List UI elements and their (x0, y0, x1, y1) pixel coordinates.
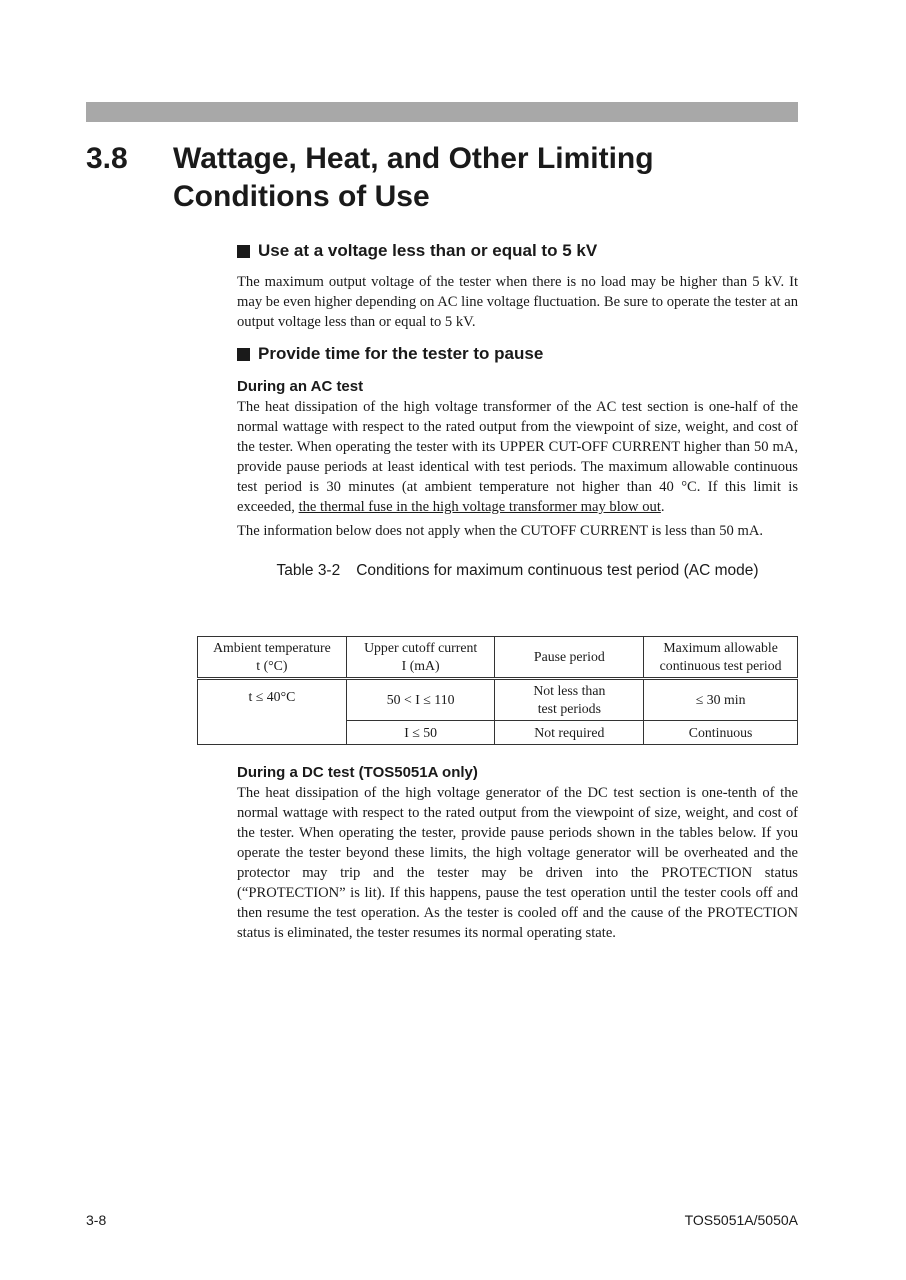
pause-heading (237, 343, 798, 365)
dc-test-heading: During a DC test (TOS5051A only) (237, 764, 478, 781)
square-bullet-icon (237, 348, 250, 361)
ac-test-paragraph (237, 397, 798, 517)
table-caption (237, 560, 798, 582)
table-row (198, 679, 798, 721)
header-pause-period: Pause period (495, 637, 644, 679)
cell-pause: Not less than test periods (495, 679, 644, 721)
cell-max: ≤ 30 min (644, 679, 798, 721)
voltage-heading-text: Use at a voltage less than or equal to 5 kV (258, 241, 598, 260)
section-number: 3.8 (86, 142, 128, 175)
ac-test-body-end: . (660, 499, 665, 515)
ac-test-heading: During an AC test (237, 378, 364, 395)
voltage-paragraph: The maximum output voltage of the tester when there is no load may be higher than 5 kV. It may be even higher depending on AC line voltage fluctuation. Be sure to operate the tester at an output voltage less than or equal to 5 kV. (237, 274, 798, 330)
pause-heading-text: Provide time for the tester to pause (258, 344, 544, 363)
conditions-table (197, 636, 798, 745)
table-caption-title: Conditions for maximum continuous test period (AC mode) (356, 562, 759, 579)
cell-current: 50 < I ≤ 110 (346, 679, 495, 721)
ac-test-body: The heat dissipation of the high voltage transformer of the AC test section is one-half of the normal wattage with respect to the rated output from the viewpoint of size, weight, and cost of the tester. When operating the tester with its UPPER CUT-OFF CURRENT higher than 50 mA, provide pause periods at least identical with test periods. The maximum allowable continuous test period is 30 minutes (at ambient temperature not higher than 40 °C. If this limit is exceeded, (237, 399, 798, 515)
square-bullet-icon (237, 245, 250, 258)
model-number: TOS5051A/5050A (684, 1212, 798, 1228)
thermal-fuse-warning: the thermal fuse in the high voltage transformer may blow out (298, 499, 661, 515)
dc-test-section (237, 763, 798, 943)
header-upper-cutoff-current: Upper cutoff current I (mA) (346, 637, 495, 679)
section-title-line1: Wattage, Heat, and Other Limiting (173, 142, 654, 175)
cell-max: Continuous (644, 721, 798, 745)
section-header-bar (86, 102, 798, 122)
section-title (173, 140, 793, 216)
dc-test-paragraph: The heat dissipation of the high voltage generator of the DC test section is one-tenth of the normal wattage with respect to the rated output from the viewpoint of size, weight, and cost of the tester. When operating the tester, provide pause periods shown in the tables below. If you operate the tester beyond these limits, the high voltage generator will be overheated and the protector may trip and the tester may be driven into the PROTECTION status (“PROTECTION” is lit). If this happens, pause the test operation until the tester cools off and then resume the test operation. As the tester is cooled off and the cause of the PROTECTION status is eliminated, the tester resumes its normal operating state. (237, 785, 798, 941)
table-header-row (198, 637, 798, 679)
voltage-heading (237, 240, 798, 262)
main-content (237, 240, 798, 582)
cell-temperature: t ≤ 40°C (198, 679, 347, 745)
cell-current: I ≤ 50 (346, 721, 495, 745)
header-ambient-temperature: Ambient temperature t (°C) (198, 637, 347, 679)
page-number: 3-8 (86, 1212, 107, 1228)
header-max-continuous-period: Maximum allowable continuous test period (644, 637, 798, 679)
section-title-line2: Conditions of Use (173, 180, 430, 213)
cell-pause: Not required (495, 721, 644, 745)
table-caption-number: Table 3-2 (276, 562, 341, 579)
ac-test-note: The information below does not apply when the CUTOFF CURRENT is less than 50 mA. (237, 523, 764, 539)
